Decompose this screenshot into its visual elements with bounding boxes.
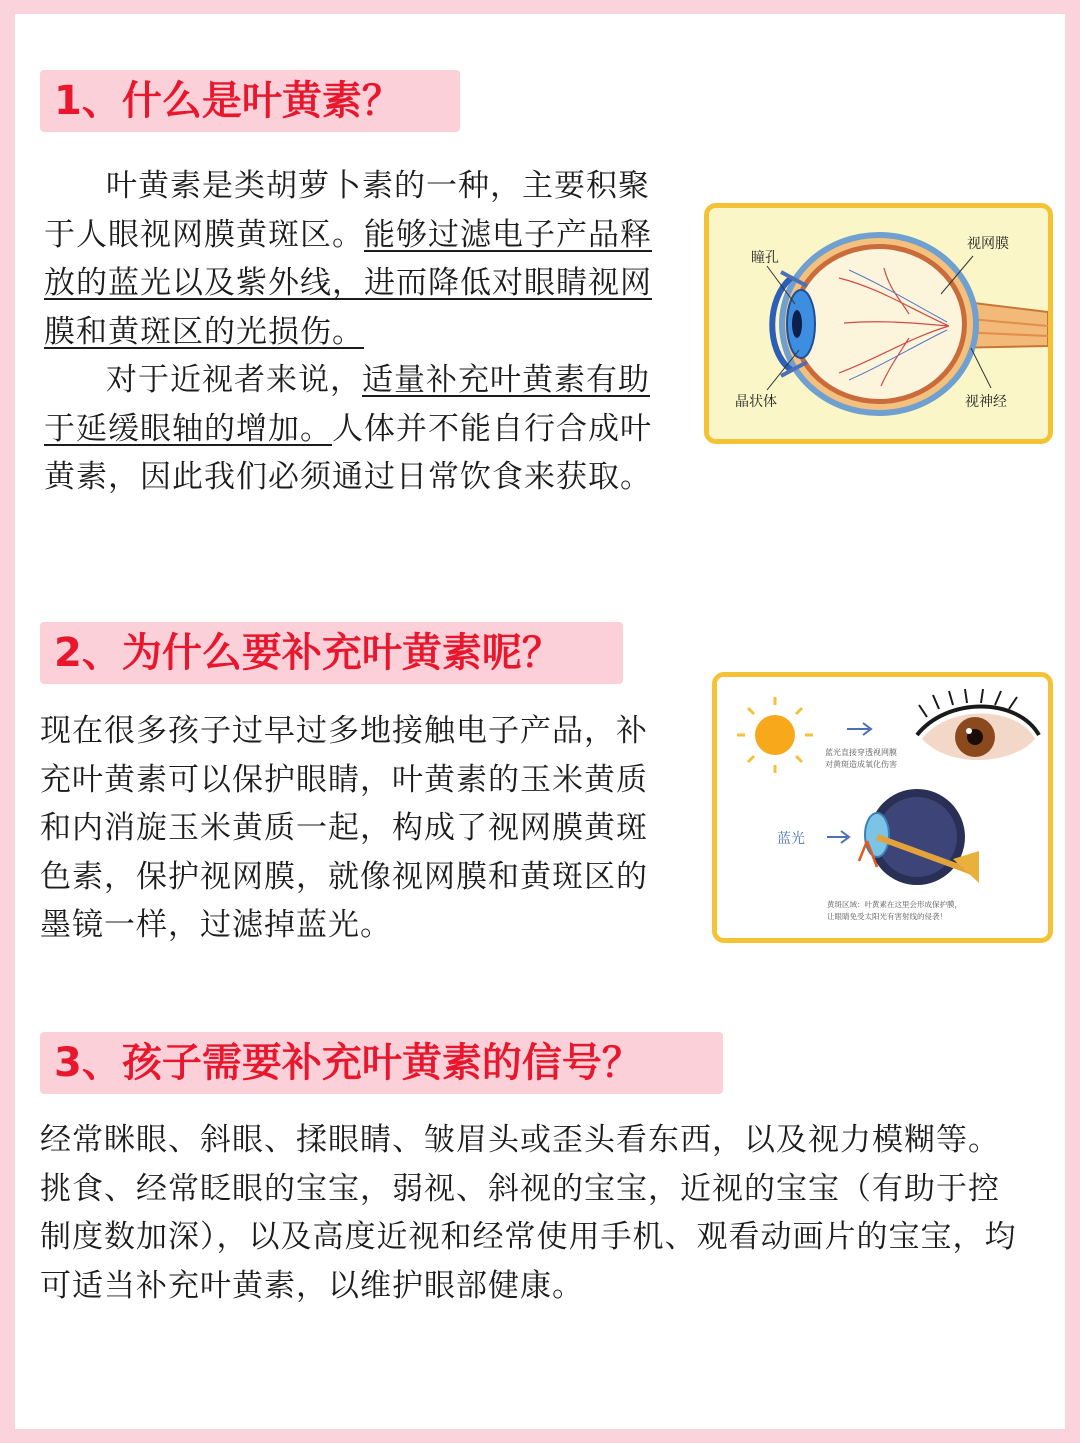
- section-1-heading: 1、什么是叶黄素？: [40, 70, 460, 132]
- eye-anatomy-figure: [704, 203, 1053, 444]
- label-lens: 晶状体: [735, 394, 777, 410]
- section-2-heading: 2、为什么要补充叶黄素呢？: [40, 622, 623, 684]
- svg-text:黄斑区域：叶黄素在这里会形成保护膜，: 黄斑区域：叶黄素在这里会形成保护膜，: [827, 900, 962, 909]
- section-3-paragraph: 经常眯眼、斜眼、揉眼睛、皱眉头或歪头看东西，以及视力模糊等。挑食、经常眨眼的宝宝，弱视、斜视的宝宝，近视的宝宝（有助于控制度数加深），以及高度近视和经常使用手机、观看动画片的宝宝，均可适当补充叶黄素，以维护眼部健康。: [40, 1122, 1017, 1304]
- blue-light-illustration: [717, 677, 1048, 938]
- section-2-text: [40, 707, 676, 950]
- label-pupil: 瞳孔: [751, 250, 779, 266]
- page: [15, 14, 1065, 1429]
- section-3-heading: 3、孩子需要补充叶黄素的信号？: [40, 1032, 723, 1094]
- svg-text:让眼睛免受太阳光有害射线的侵袭！: 让眼睛免受太阳光有害射线的侵袭！: [827, 912, 947, 921]
- underlined-text: 适量补充叶黄素有助于延缓眼轴的增加。: [44, 362, 650, 447]
- section-1-paragraph-2: 对于近视者来说，适量补充叶黄素有助于延缓眼轴的增加。人体并不能自行合成叶黄素，因此我们必须通过日常饮食来获取。: [44, 362, 652, 495]
- underlined-text: 能够过滤电子产品释放的蓝光以及紫外线，进而降低对眼睛视网膜和黄斑区的光损伤。: [44, 216, 652, 350]
- section-2-paragraph: 现在很多孩子过早过多地接触电子产品，补充叶黄素可以保护眼睛，叶黄素的玉米黄质和内消旋玉米黄质一起，构成了视网膜黄斑色素，保护视网膜，就像视网膜和黄斑区的墨镜一样，过滤掉蓝光。: [40, 713, 648, 943]
- label-optic-nerve: 视神经: [965, 394, 1007, 410]
- svg-text:蓝光直接穿透视网膜: 蓝光直接穿透视网膜: [825, 748, 897, 757]
- label-retina: 视网膜: [967, 236, 1009, 252]
- blue-light-label: 蓝光: [777, 831, 805, 847]
- svg-text:对黄斑造成氧化伤害: 对黄斑造成氧化伤害: [825, 760, 897, 769]
- section-3-text: [40, 1116, 1025, 1310]
- section-1-paragraph-1: 叶黄素是类胡萝卜素的一种，主要积聚于人眼视网膜黄斑区。能够过滤电子产品释放的蓝光以及紫外线，进而降低对眼睛视网膜和黄斑区的光损伤。: [44, 168, 652, 350]
- eye-anatomy-illustration: [709, 208, 1048, 439]
- blue-light-figure: [712, 672, 1053, 943]
- section-1-text: [44, 162, 674, 502]
